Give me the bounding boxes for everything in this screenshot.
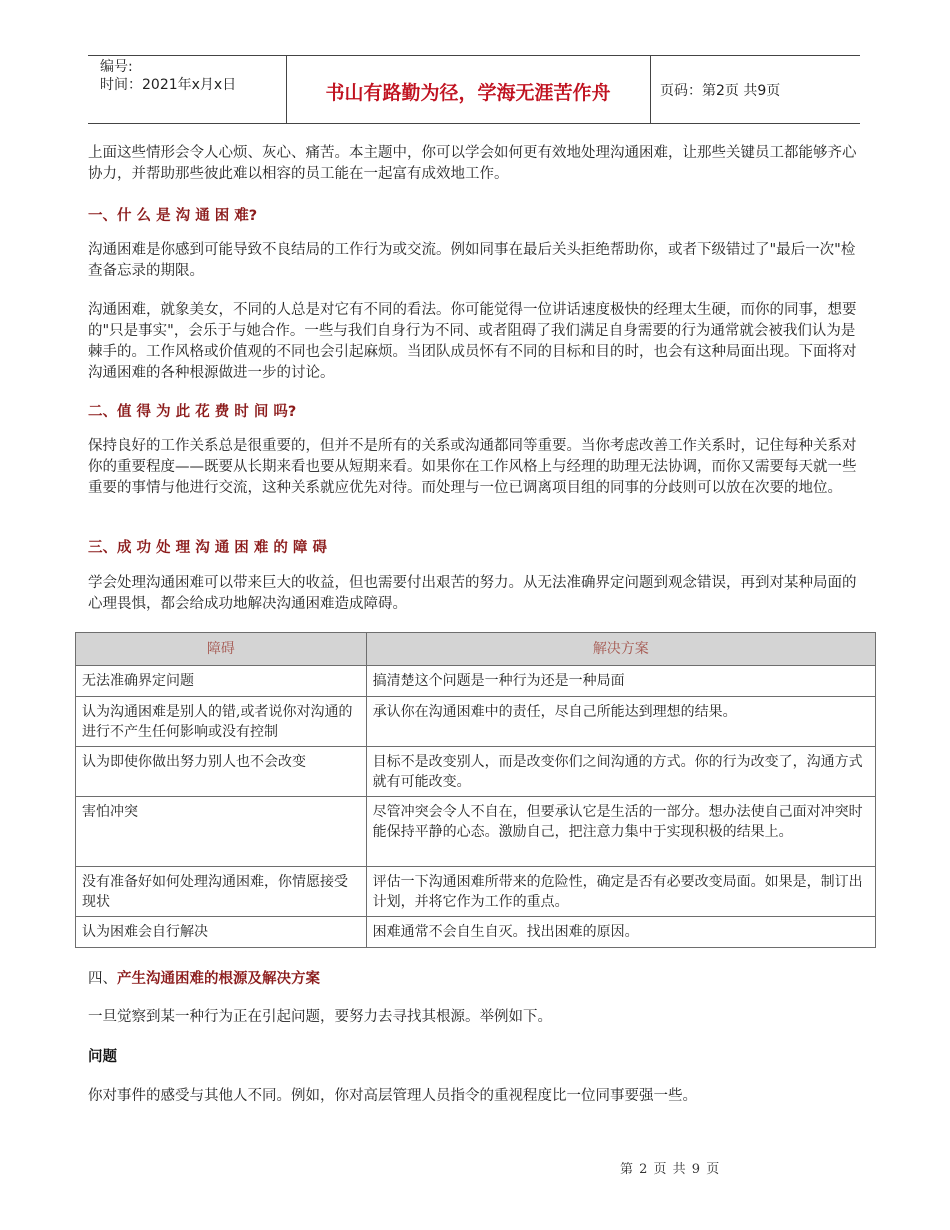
page-footer: 第 2 页 共 9 页 [620,1162,721,1177]
header-motto: 书山有路勤为径，学海无涯苦作舟 [325,82,611,104]
section-4-heading [88,967,320,988]
solution-cell: 尽管冲突会令人不自在，但要承认它是生活的一部分。想办法使自己面对冲突时能保持平静的心态。激励自己，把注意力集中于实现积极的结果上。 [366,797,875,867]
header-top-rule [88,55,860,56]
document-time-label: 时间：2021年x月x日 [100,77,237,93]
obstacle-cell: 没有准备好如何处理沟通困难，你情愿接受现状 [76,867,367,917]
section-1-heading: 一、什 么 是 沟 通 困 难? [88,208,258,224]
table-row [76,797,876,867]
header-divider-right [650,56,651,123]
table-header-solution: 解决方案 [366,633,875,666]
section-4-paragraph-1: 一旦觉察到某一种行为正在引起问题，要努力去寻找其根源。举例如下。 [88,1009,552,1025]
table-header-row [76,633,876,666]
header-divider-left [286,56,287,123]
table-row [76,747,876,797]
section-3-paragraph-1: 学会处理沟通困难可以带来巨大的收益，但也需要付出艰苦的努力。从无法准确界定问题到观念错误，再到对某种局面的心理畏惧，都会给成功地解决沟通困难造成障碍。 [88,575,857,612]
section-4-title: 产生沟通困难的根源及解决方案 [117,971,320,987]
section-3-heading: 三、成 功 处 理 沟 通 困 难 的 障 碍 [88,540,327,556]
obstacle-cell: 认为困难会自行解决 [76,917,367,948]
obstacle-cell: 认为即使你做出努力别人也不会改变 [76,747,367,797]
section-2-heading: 二、值 得 为 此 花 费 时 间 吗? [88,404,297,420]
obstacle-cell: 无法准确界定问题 [76,666,367,697]
table-row [76,666,876,697]
header-page-info: 页码：第2页 共9页 [660,83,781,99]
obstacle-cell: 害怕冲突 [76,797,367,867]
table-header-obstacle: 障碍 [76,633,367,666]
document-number-label: 编号: [100,59,133,75]
solution-cell: 承认你在沟通困难中的责任，尽自己所能达到理想的结果。 [366,697,875,747]
obstacle-cell: 认为沟通困难是别人的错,或者说你对沟通的进行不产生任何影响或没有控制 [76,697,367,747]
table-row [76,867,876,917]
solution-cell: 困难通常不会自生自灭。找出困难的原因。 [366,917,875,948]
problem-subheading: 问题 [88,1049,117,1065]
solution-cell: 搞清楚这个问题是一种行为还是一种局面 [366,666,875,697]
section-1-paragraph-1: 沟通困难是你感到可能导致不良结局的工作行为或交流。例如同事在最后关头拒绝帮助你，或者下级错过了"最后一次"检查备忘录的期限。 [88,242,856,279]
section-4-number: 四、 [88,971,117,987]
obstacles-table [75,632,876,948]
table-row [76,917,876,948]
section-1-paragraph-2: 沟通困难，就象美女，不同的人总是对它有不同的看法。你可能觉得一位讲话速度极快的经理太生硬，而你的同事，想要的"只是事实"，会乐于与她合作。一些与我们自身行为不同、或者阻碍了我们满足自身需要的行为通常就会被我们认为是棘手的。工作风格或价值观的不同也会引起麻烦。当团队成员怀有不同的目标和目的时，也会有这种局面出现。下面将对沟通困难的各种根源做进一步的讨论。 [88,302,857,381]
solution-cell: 评估一下沟通困难所带来的危险性，确定是否有必要改变局面。如果是，制订出计划，并将它作为工作的重点。 [366,867,875,917]
header-meta [100,58,236,94]
table-row [76,697,876,747]
intro-paragraph: 上面这些情形会令人心烦、灰心、痛苦。本主题中，你可以学会如何更有效地处理沟通困难，让那些关键员工都能够齐心协力，并帮助那些彼此难以相容的员工能在一起富有成效地工作。 [88,145,857,182]
section-2-paragraph-1: 保持良好的工作关系总是很重要的，但并不是所有的关系或沟通都同等重要。当你考虑改善工作关系时，记住每种关系对你的重要程度——既要从长期来看也要从短期来看。如果你在工作风格上与经理的助理无法协调，而你又需要每天就一些重要的事情与他进行交流，这种关系就应优先对待。而处理与一位已调离项目组的同事的分歧则可以放在次要的地位。 [88,438,857,496]
solution-cell: 目标不是改变别人，而是改变你们之间沟通的方式。你的行为改变了，沟通方式就有可能改变。 [366,747,875,797]
section-4-paragraph-2: 你对事件的感受与其他人不同。例如，你对高层管理人员指令的重视程度比一位同事要强一些。 [88,1088,697,1104]
header-bottom-rule [88,123,860,124]
